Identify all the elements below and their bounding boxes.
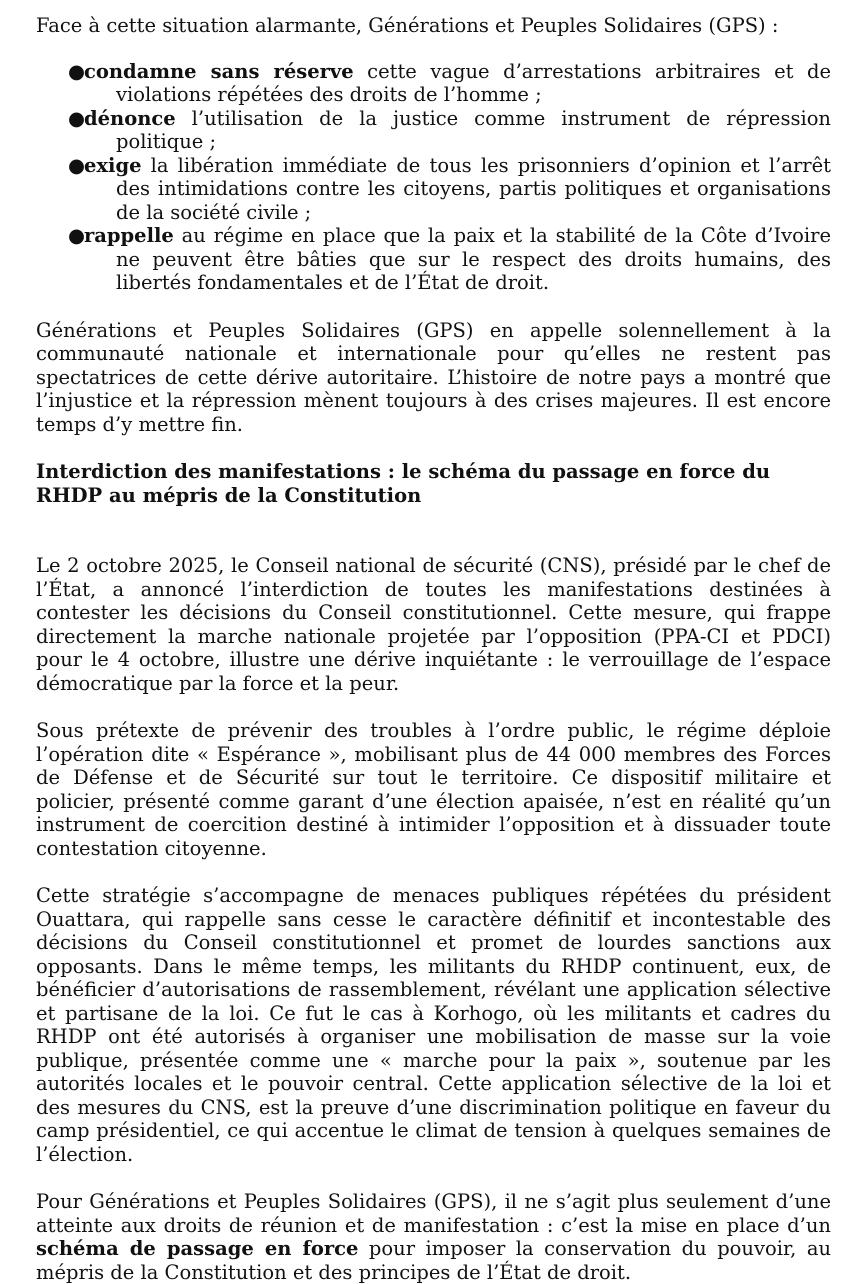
section-heading: Interdiction des manifestations : le schéma du passage en force du RHDP au mépris de la Constitution bbox=[36, 460, 771, 507]
bullet-text: l’utilisation de la justice comme instrument de répression politique ; bbox=[116, 106, 831, 153]
bullet-icon: ● bbox=[68, 224, 86, 247]
paragraph-strategy: Cette stratégie s’accompagne de menaces publiques répétées du président Ouattara, qui rappelle sans cesse le caractère définitif et incontestable des décisions du Conseil constitutionnel et promet de lourdes sanctions aux opposants. Dans le même temps, les militants du RHDP continuent, eux, de bénéficier d’autorisations de rassemblement, révélant une application sélective et partisane de la loi. Ce fut le cas à Korhogo, où les militants et cadres du RHDP ont été autorisés à organiser une mobilisation de masse sur la voie publique, présentée comme une « marche pour la paix », soutenue par les autorités locales et le pouvoir central. Cette application sélective de la loi et des mesures du CNS, est la preuve d’une discrimination politique en faveur du camp présidentiel, ce qui accentue le climat de tension à quelques semaines de l’élection. bbox=[36, 884, 831, 1166]
bullet-icon: ● bbox=[68, 153, 86, 177]
bullet-text: la libération immédiate de tous les prisonniers d’opinion et l’arrêt des intimidations contre les citoyens, partis politiques et organisations de la société civile ; bbox=[116, 153, 831, 224]
bullet-keyword: rappelle bbox=[84, 224, 174, 247]
bullet-icon: ● bbox=[68, 59, 86, 83]
conclusion-emphasis: schéma de passage en force bbox=[36, 1237, 359, 1260]
bullet-text: au régime en place que la paix et la stabilité de la Côte d’Ivoire ne peuvent être bâties que sur le respect des droits humains, des libertés fondamentales et de l’État de droit. bbox=[116, 224, 831, 294]
paragraph-esperance: Sous prétexte de prévenir des troubles à l’ordre public, le régime déploie l’opération dite « Espérance », mobilisant plus de 44 000 membres des Forces de Défense et de Sécurité sur tout le territoire. Ce dispositif militaire et policier, présenté comme garant d’une élection apaisée, n’est en réalité qu’un instrument de coercition destiné à intimider l’opposition et à dissuader toute contestation citoyenne. bbox=[36, 719, 831, 860]
list-item bbox=[68, 107, 831, 154]
conclusion-text-start: Pour Générations et Peuples Solidaires (GPS), il ne s’agit plus seulement d’une atteinte aux droits de réunion et de manifestation : c’est la mise en place d’un bbox=[36, 1190, 831, 1237]
appeal-paragraph: Générations et Peuples Solidaires (GPS) en appelle solennellement à la communauté nationale et internationale pour qu’elles ne restent pas spectatrices de cette dérive autoritaire. L’histoire de notre pays a montré que l’injustice et la répression mènent toujours à des crises majeures. Il est encore temps d’y mettre fin. bbox=[36, 318, 831, 436]
bullet-text: cette vague d’arrestations arbitraires et de violations répétées des droits de l’homme ; bbox=[116, 59, 832, 106]
conclusion-text-end: pour imposer la conservation du pouvoir, au mépris de la Constitution et des principes de l’État de droit. bbox=[36, 1237, 832, 1284]
list-item bbox=[68, 224, 831, 295]
list-item bbox=[68, 60, 831, 107]
demands-list bbox=[68, 60, 831, 295]
bullet-keyword: dénonce bbox=[84, 106, 176, 130]
paragraph-conclusion bbox=[36, 1190, 831, 1284]
bullet-keyword: exige bbox=[84, 153, 142, 177]
paragraph-cns-ban: Le 2 octobre 2025, le Conseil national de sécurité (CNS), présidé par le chef de l’État, a annoncé l’interdiction de toutes les manifestations destinées à contester les décisions du Conseil constitutionnel. Cette mesure, qui frappe directement la marche nationale projetée par l’opposition (PPA-CI et PDCI) pour le 4 octobre, illustre une dérive inquiétante : le verrouillage de l’espace démocratique par la force et la peur. bbox=[36, 554, 831, 695]
list-item bbox=[68, 154, 831, 225]
bullet-keyword: condamne sans réserve bbox=[84, 59, 354, 83]
bullet-icon: ● bbox=[68, 106, 86, 130]
intro-paragraph: Face à cette situation alarmante, Générations et Peuples Solidaires (GPS) : bbox=[36, 14, 779, 37]
